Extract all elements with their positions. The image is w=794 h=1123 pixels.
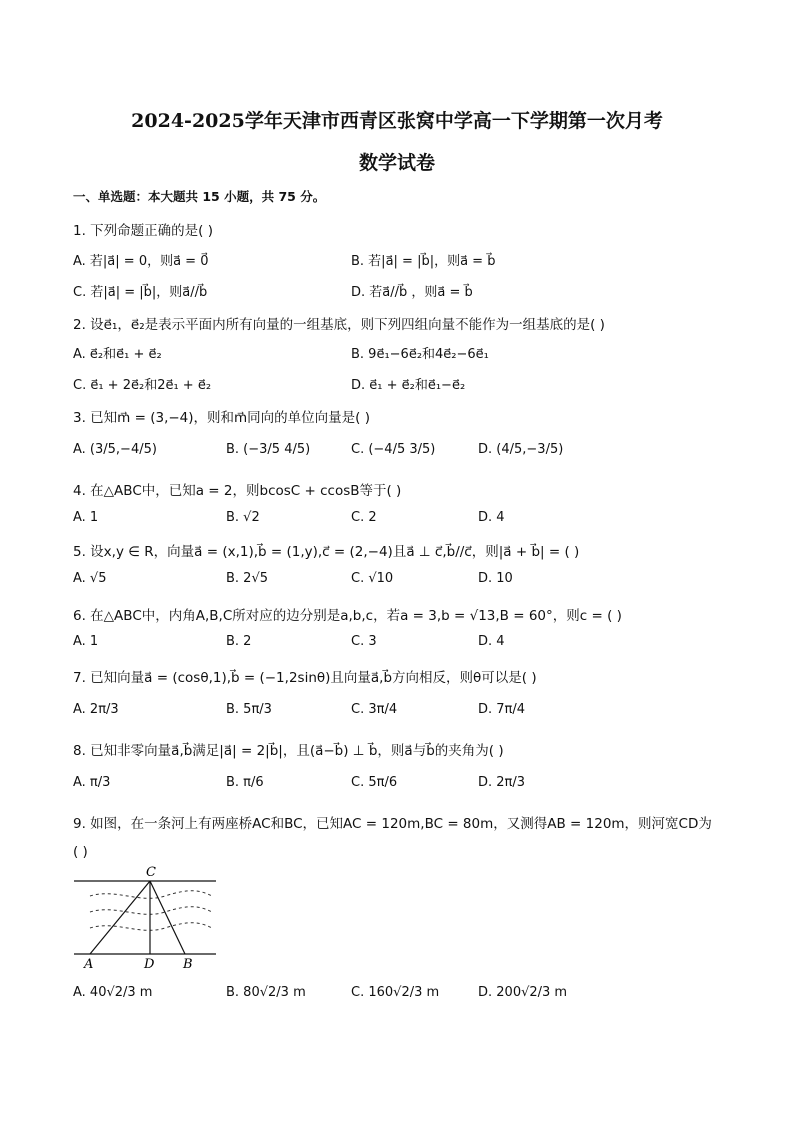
question-6-option-b: B. 2 xyxy=(226,634,252,649)
water-wave-2 xyxy=(90,907,212,915)
question-7-stem: 7. 已知向量a⃗ = (cosθ,1),b⃗ = (−1,2sinθ)且向量a⃗,b⃗方向相反，则θ可以是( ) xyxy=(73,670,537,686)
page-title: 2024-2025学年天津市西青区张窝中学高一下学期第一次月考 xyxy=(131,110,663,132)
question-2-option-d: D. e⃗₁ + e⃗₂和e⃗₁−e⃗₂ xyxy=(351,378,466,393)
question-2-option-a: A. e⃗₂和e⃗₁ + e⃗₂ xyxy=(73,347,162,362)
question-8-option-c: C. 5π/6 xyxy=(351,775,398,790)
bridge-ac-line xyxy=(90,881,150,954)
question-3-option-c: C. (−4/5 3/5) xyxy=(351,442,436,457)
question-9-option-b: B. 80√2/3 m xyxy=(226,985,306,1000)
question-1-stem: 1. 下列命题正确的是( ) xyxy=(73,223,213,239)
label-c: C xyxy=(146,865,156,880)
question-4-option-a: A. 1 xyxy=(73,510,99,525)
question-9-stem: 9. 如图，在一条河上有两座桥AC和BC，已知AC = 120m,BC = 80m，又测得AB = 120m，则河宽CD为 xyxy=(73,816,712,832)
question-3-option-b: B. (−3/5 4/5) xyxy=(226,442,311,457)
label-d: D xyxy=(144,957,155,972)
question-9-stem-continued: ( ) xyxy=(73,844,88,860)
question-4-stem: 4. 在△ABC中，已知a = 2，则bcosC + ccosB等于( ) xyxy=(73,483,402,499)
question-5-stem: 5. 设x,y ∈ R，向量a⃗ = (x,1),b⃗ = (1,y),c⃗ = (2,−4)且a⃗ ⊥ c⃗,b⃗//c⃗，则|a⃗ + b⃗| = ( ) xyxy=(73,544,580,560)
question-9-option-c: C. 160√2/3 m xyxy=(351,985,440,1000)
question-3-option-a: A. (3/5,−4/5) xyxy=(73,442,157,457)
question-2-option-b: B. 9e⃗₁−6e⃗₂和4e⃗₂−6e⃗₁ xyxy=(351,347,489,362)
question-9-option-a: A. 40√2/3 m xyxy=(73,985,153,1000)
question-1-option-c: C. 若|a⃗| = |b⃗|，则a⃗//b⃗ xyxy=(73,285,208,300)
question-6-stem: 6. 在△ABC中，内角A,B,C所对应的边分别是a,b,c，若a = 3,b = √13,B = 60°，则c = ( ) xyxy=(73,608,622,624)
question-1-option-b: B. 若|a⃗| = |b⃗|，则a⃗ = b⃗ xyxy=(351,254,496,269)
question-5-option-a: A. √5 xyxy=(73,571,107,586)
label-a: A xyxy=(84,957,94,972)
question-9-option-d: D. 200√2/3 m xyxy=(478,985,568,1000)
question-4-option-c: C. 2 xyxy=(351,510,377,525)
question-1-option-d: D. 若a⃗//b⃗ ，则a⃗ = b⃗ xyxy=(351,285,473,300)
page-subtitle: 数学试卷 xyxy=(358,152,435,174)
question-6-option-a: A. 1 xyxy=(73,634,99,649)
question-8-option-d: D. 2π/3 xyxy=(478,775,526,790)
question-5-option-b: B. 2√5 xyxy=(226,571,269,586)
question-6-option-c: C. 3 xyxy=(351,634,377,649)
question-7-option-a: A. 2π/3 xyxy=(73,702,119,717)
section-heading: 一、单选题：本大题共 15 小题，共 75 分。 xyxy=(73,189,326,204)
question-2-stem: 2. 设e⃗₁，e⃗₂是表示平面内所有向量的一组基底，则下列四组向量不能作为一组基底的是( ) xyxy=(73,317,605,333)
question-7-option-d: D. 7π/4 xyxy=(478,702,526,717)
question-5-option-d: D. 10 xyxy=(478,571,513,586)
label-b: B xyxy=(183,957,193,972)
question-4-option-d: D. 4 xyxy=(478,510,505,525)
question-8-option-a: A. π/3 xyxy=(73,775,111,790)
question-1-option-a: A. 若|a⃗| = 0，则a⃗ = 0⃗ xyxy=(73,254,209,269)
question-8-option-b: B. π/6 xyxy=(226,775,264,790)
question-7-option-c: C. 3π/4 xyxy=(351,702,398,717)
question-2-option-c: C. e⃗₁ + 2e⃗₂和2e⃗₁ + e⃗₂ xyxy=(73,378,212,393)
question-3-stem: 3. 已知m⃗ = (3,−4)，则和m⃗同向的单位向量是( ) xyxy=(73,410,371,426)
question-5-option-c: C. √10 xyxy=(351,571,394,586)
river-bridge-diagram xyxy=(70,862,220,972)
question-8-stem: 8. 已知非零向量a⃗,b⃗满足|a⃗| = 2|b⃗|，且(a⃗−b⃗) ⊥ b⃗，则a⃗与b⃗的夹角为( ) xyxy=(73,743,504,759)
water-wave-3 xyxy=(90,923,212,931)
question-3-option-d: D. (4/5,−3/5) xyxy=(478,442,564,457)
question-7-option-b: B. 5π/3 xyxy=(226,702,272,717)
question-4-option-b: B. √2 xyxy=(226,510,260,525)
question-6-option-d: D. 4 xyxy=(478,634,505,649)
water-wave-1 xyxy=(90,891,212,899)
